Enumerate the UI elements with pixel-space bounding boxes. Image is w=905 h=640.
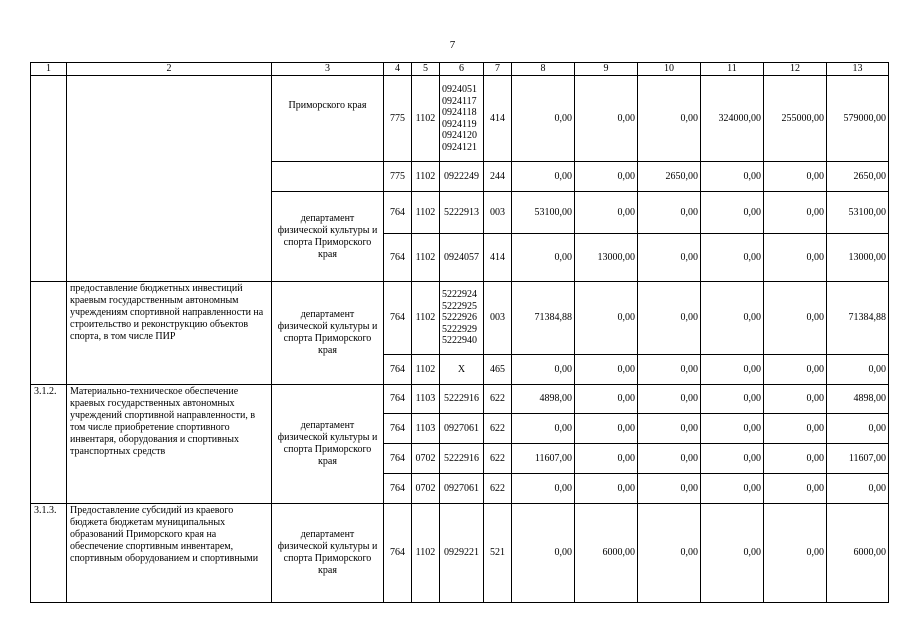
- grbs-cell: 764: [384, 474, 412, 504]
- header-row: [31, 63, 889, 76]
- target-code: 5222926: [442, 312, 477, 324]
- target-code-cell: 0927061: [440, 474, 484, 504]
- amount-cell: 0,00: [512, 234, 575, 282]
- amount-cell: 71384,88: [512, 282, 575, 355]
- amount-cell: 0,00: [575, 444, 638, 474]
- amount-cell: 0,00: [764, 162, 827, 192]
- grbs-cell: 764: [384, 385, 412, 414]
- target-code: 5222924: [442, 289, 477, 301]
- target-code: 0924117: [442, 95, 477, 107]
- amount-cell: 0,00: [512, 414, 575, 444]
- target-code: 0924119: [442, 118, 477, 130]
- section-cell: 1102: [412, 355, 440, 385]
- amount-cell: 0,00: [638, 76, 701, 162]
- amount-cell: 13000,00: [827, 234, 889, 282]
- grbs-cell: 764: [384, 234, 412, 282]
- amount-cell: 324000,00: [701, 76, 764, 162]
- target-code-cell: 0927061: [440, 414, 484, 444]
- section-cell: 1102: [412, 192, 440, 234]
- header-cell: 7: [484, 63, 512, 76]
- amount-cell: 2650,00: [638, 162, 701, 192]
- item-number-cell: [31, 76, 67, 282]
- grbs-cell: 764: [384, 444, 412, 474]
- target-code-cell: 5222913: [440, 192, 484, 234]
- expense-type-cell: 622: [484, 474, 512, 504]
- amount-cell: 0,00: [701, 355, 764, 385]
- item-description-cell: [67, 76, 272, 282]
- header-cell: 9: [575, 63, 638, 76]
- amount-cell: 71384,88: [827, 282, 889, 355]
- expense-type-cell: 414: [484, 76, 512, 162]
- item-description-cell: Материально-техническое обеспечение краевых государственных автономных учреждений спортивной направленности, в том числе приобретение спортивного инвентаря, оборудования и спортивных транспортных средств: [67, 385, 272, 504]
- header-cell: 2: [67, 63, 272, 76]
- expense-type-cell: 622: [484, 385, 512, 414]
- table-row: [31, 504, 889, 603]
- amount-cell: 11607,00: [827, 444, 889, 474]
- expense-type-cell: 003: [484, 282, 512, 355]
- expense-type-cell: 622: [484, 444, 512, 474]
- amount-cell: 53100,00: [512, 192, 575, 234]
- item-number-cell: 3.1.3.: [31, 504, 67, 603]
- amount-cell: 0,00: [701, 504, 764, 603]
- amount-cell: 0,00: [701, 162, 764, 192]
- section-cell: 1102: [412, 234, 440, 282]
- section-cell: 0702: [412, 474, 440, 504]
- amount-cell: 0,00: [575, 76, 638, 162]
- amount-cell: 4898,00: [827, 385, 889, 414]
- amount-cell: 0,00: [575, 355, 638, 385]
- amount-cell: 6000,00: [827, 504, 889, 603]
- grbs-cell: 764: [384, 414, 412, 444]
- amount-cell: 0,00: [764, 355, 827, 385]
- header-cell: 5: [412, 63, 440, 76]
- agency-cell: [272, 162, 384, 192]
- amount-cell: 0,00: [764, 474, 827, 504]
- header-cell: 6: [440, 63, 484, 76]
- amount-cell: 0,00: [575, 282, 638, 355]
- amount-cell: 0,00: [638, 234, 701, 282]
- target-code-cell: 0929221: [440, 504, 484, 603]
- amount-cell: 0,00: [764, 192, 827, 234]
- amount-cell: 11607,00: [512, 444, 575, 474]
- header-cell: 13: [827, 63, 889, 76]
- amount-cell: 2650,00: [827, 162, 889, 192]
- amount-cell: 0,00: [701, 444, 764, 474]
- table-row: [31, 385, 889, 414]
- amount-cell: 0,00: [638, 385, 701, 414]
- header-cell: 8: [512, 63, 575, 76]
- amount-cell: 0,00: [764, 234, 827, 282]
- expense-type-cell: 521: [484, 504, 512, 603]
- amount-cell: 0,00: [638, 355, 701, 385]
- target-code-cell: X: [440, 355, 484, 385]
- section-cell: 1103: [412, 414, 440, 444]
- grbs-cell: 764: [384, 192, 412, 234]
- amount-cell: 0,00: [638, 414, 701, 444]
- target-code-cell: 5222916: [440, 444, 484, 474]
- item-description-cell: предоставление бюджетных инвестиций краевым государственным автономным учреждениям спортивной направленности на строительство и реконструкцию объектов спорта, в том числе ПИР: [67, 282, 272, 385]
- amount-cell: 53100,00: [827, 192, 889, 234]
- header-cell: 12: [764, 63, 827, 76]
- agency-cell: Приморского края: [272, 76, 384, 162]
- target-code-cell: 0924057: [440, 234, 484, 282]
- grbs-cell: 764: [384, 504, 412, 603]
- item-description-cell: Предоставление субсидий из краевого бюджета бюджетам муниципальных образований Приморского края на обеспечение спортивным инвентарем, спортивным оборудованием и спортивными: [67, 504, 272, 603]
- section-cell: 0702: [412, 444, 440, 474]
- agency-cell: департамент физической культуры и спорта Приморского края: [272, 504, 384, 603]
- table-row: [31, 282, 889, 355]
- amount-cell: 0,00: [827, 355, 889, 385]
- target-code: 0924118: [442, 107, 477, 118]
- header-cell: 10: [638, 63, 701, 76]
- amount-cell: 0,00: [764, 282, 827, 355]
- amount-cell: 0,00: [512, 76, 575, 162]
- amount-cell: 0,00: [764, 385, 827, 414]
- target-code: 5222925: [442, 300, 477, 312]
- amount-cell: 0,00: [764, 504, 827, 603]
- amount-cell: 0,00: [638, 504, 701, 603]
- expense-type-cell: 465: [484, 355, 512, 385]
- amount-cell: 0,00: [827, 474, 889, 504]
- page-number: 7: [449, 39, 456, 51]
- target-code-cell: 0922249: [440, 162, 484, 192]
- expense-type-cell: 003: [484, 192, 512, 234]
- target-code: 5222940: [442, 335, 477, 347]
- section-cell: 1102: [412, 504, 440, 603]
- amount-cell: 0,00: [512, 474, 575, 504]
- amount-cell: 0,00: [575, 414, 638, 444]
- amount-cell: 579000,00: [827, 76, 889, 162]
- grbs-cell: 764: [384, 282, 412, 355]
- budget-table: [30, 62, 889, 603]
- amount-cell: 0,00: [701, 282, 764, 355]
- amount-cell: 0,00: [764, 414, 827, 444]
- target-code-cell: 5222916: [440, 385, 484, 414]
- grbs-cell: 764: [384, 355, 412, 385]
- amount-cell: 0,00: [575, 385, 638, 414]
- amount-cell: 0,00: [764, 444, 827, 474]
- amount-cell: 0,00: [827, 414, 889, 444]
- amount-cell: 0,00: [638, 282, 701, 355]
- amount-cell: 0,00: [701, 234, 764, 282]
- amount-cell: 0,00: [575, 162, 638, 192]
- amount-cell: 0,00: [701, 385, 764, 414]
- agency-cell: департамент физической культуры и спорта Приморского края: [272, 192, 384, 282]
- section-cell: 1102: [412, 162, 440, 192]
- grbs-cell: 775: [384, 76, 412, 162]
- amount-cell: 0,00: [512, 162, 575, 192]
- header-cell: 1: [31, 63, 67, 76]
- expense-type-cell: 622: [484, 414, 512, 444]
- amount-cell: 0,00: [638, 192, 701, 234]
- amount-cell: 4898,00: [512, 385, 575, 414]
- amount-cell: 0,00: [701, 474, 764, 504]
- expense-type-cell: 414: [484, 234, 512, 282]
- amount-cell: 0,00: [512, 504, 575, 603]
- amount-cell: 0,00: [638, 474, 701, 504]
- amount-cell: 0,00: [512, 355, 575, 385]
- amount-cell: 255000,00: [764, 76, 827, 162]
- agency-cell: департамент физической культуры и спорта Приморского края: [272, 385, 384, 504]
- amount-cell: 0,00: [575, 192, 638, 234]
- header-cell: 3: [272, 63, 384, 76]
- header-cell: 4: [384, 63, 412, 76]
- grbs-cell: 775: [384, 162, 412, 192]
- target-code: 0924051: [442, 84, 477, 95]
- item-number-cell: 3.1.2.: [31, 385, 67, 504]
- amount-cell: 0,00: [701, 192, 764, 234]
- target-code: 0924120: [442, 130, 477, 141]
- target-code: 5222929: [442, 323, 477, 335]
- expense-type-cell: 244: [484, 162, 512, 192]
- amount-cell: 6000,00: [575, 504, 638, 603]
- amount-cell: 0,00: [701, 414, 764, 444]
- section-cell: 1103: [412, 385, 440, 414]
- section-cell: 1102: [412, 76, 440, 162]
- section-cell: 1102: [412, 282, 440, 355]
- table-row: [31, 76, 889, 162]
- item-number-cell: [31, 282, 67, 385]
- target-codes-cell: [440, 76, 484, 162]
- amount-cell: 13000,00: [575, 234, 638, 282]
- target-code: 0924121: [442, 141, 477, 153]
- agency-cell: департамент физической культуры и спорта Приморского края: [272, 282, 384, 385]
- amount-cell: 0,00: [638, 444, 701, 474]
- header-cell: 11: [701, 63, 764, 76]
- amount-cell: 0,00: [575, 474, 638, 504]
- target-codes-cell: [440, 282, 484, 355]
